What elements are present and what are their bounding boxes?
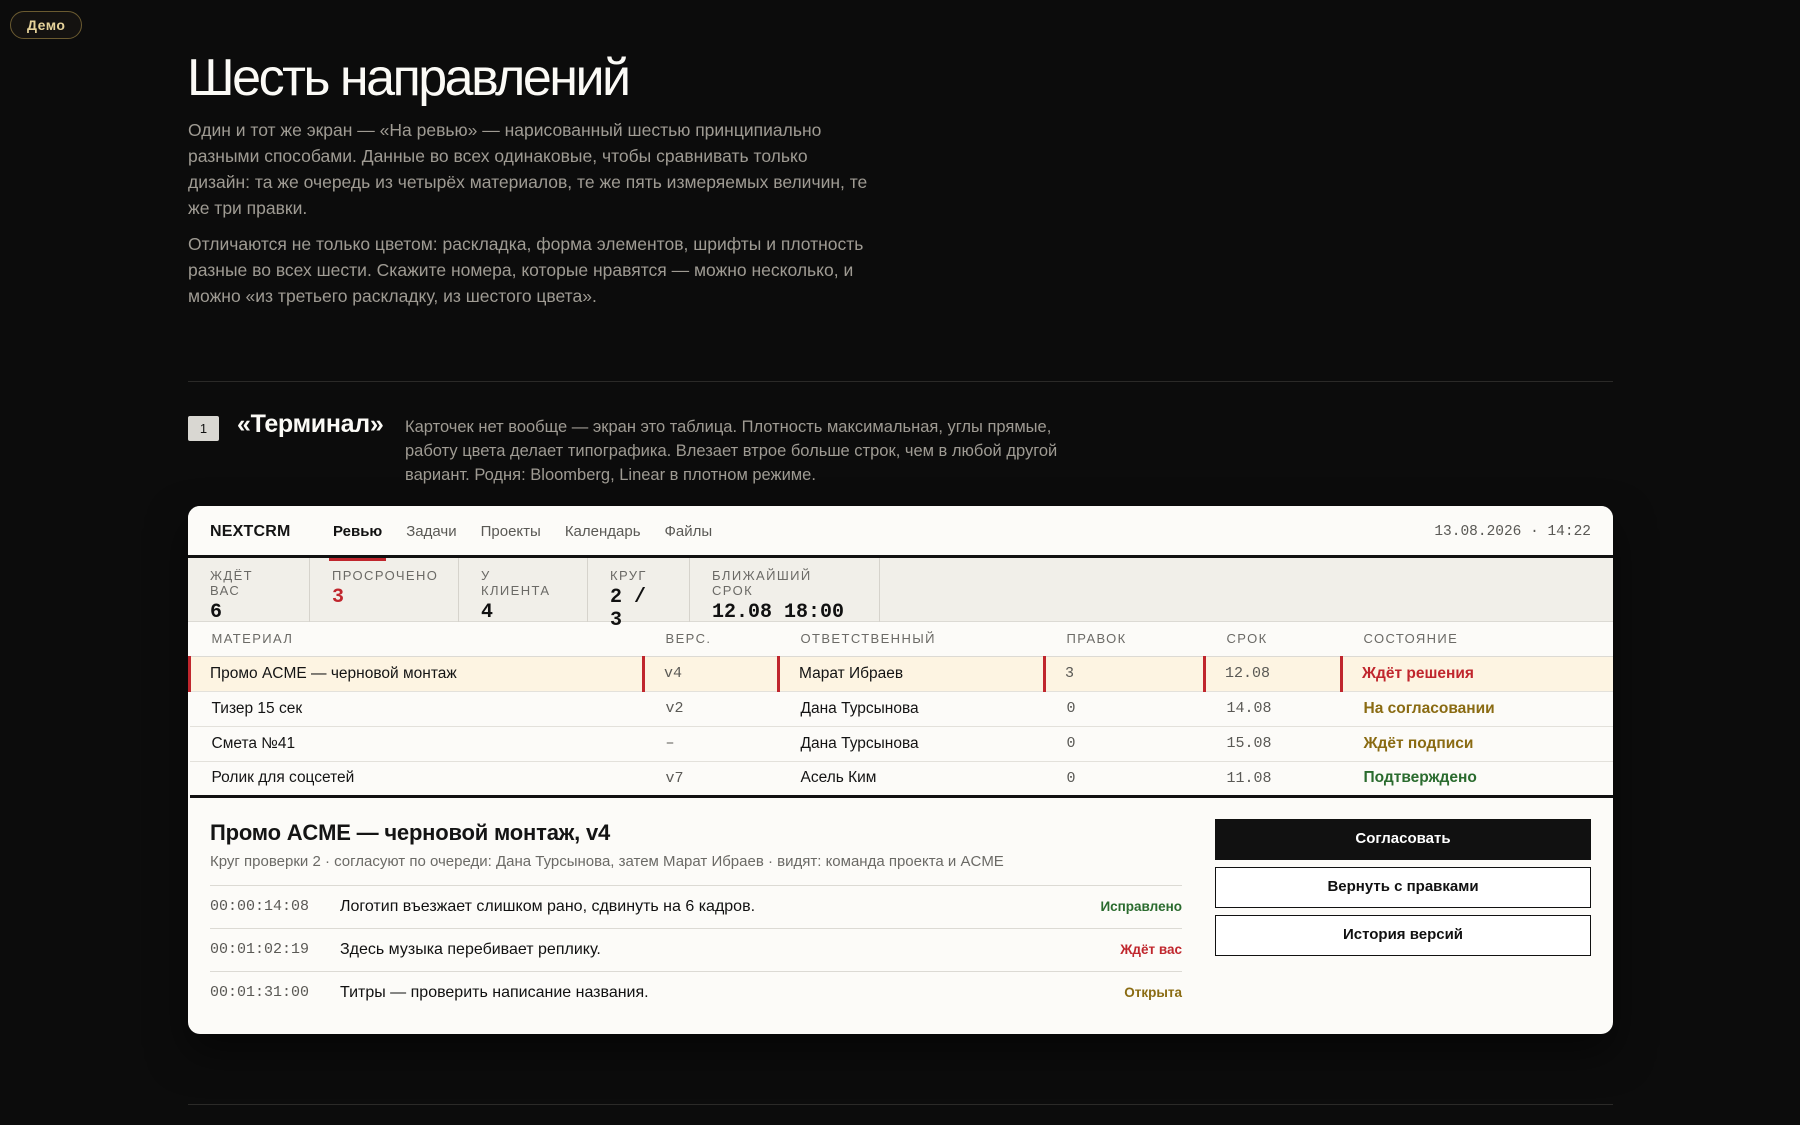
- list-item[interactable]: [210, 885, 1182, 928]
- cell-owner: Дана Турсынова: [779, 691, 1045, 726]
- column-header[interactable]: МАТЕРИАЛ: [190, 622, 644, 656]
- demo-badge[interactable]: Демо: [10, 11, 82, 39]
- approve-button[interactable]: Согласовать: [1215, 819, 1591, 860]
- edit-text: Здесь музыка перебивает реплику.: [340, 940, 601, 958]
- stat-at-client[interactable]: [459, 558, 588, 622]
- edits-list: [210, 885, 1182, 1014]
- cell-status: На согласовании: [1342, 691, 1614, 726]
- detail-panel: [188, 798, 1613, 1035]
- return-with-edits-button[interactable]: Вернуть с правками: [1215, 867, 1591, 908]
- stat-round[interactable]: [588, 558, 690, 632]
- edit-text: Логотип въезжает слишком рано, сдвинуть на 6 кадров.: [340, 897, 756, 915]
- list-item[interactable]: [210, 971, 1182, 1014]
- page-title: Шесть направлений: [187, 49, 629, 107]
- cell-version: v7: [644, 761, 779, 796]
- cell-edits: 0: [1045, 726, 1205, 761]
- tab-review[interactable]: Ревью: [321, 506, 394, 558]
- cell-edits: 0: [1045, 761, 1205, 796]
- app-topbar: [188, 506, 1613, 558]
- table-row[interactable]: [190, 726, 1614, 761]
- cell-version: –: [644, 726, 779, 761]
- datetime: 13.08.2026 · 14:22: [1434, 524, 1591, 540]
- stat-value: 3: [332, 586, 345, 609]
- stat-label: У КЛИЕНТА: [481, 568, 551, 598]
- tab-projects[interactable]: Проекты: [480, 523, 541, 540]
- stat-overdue[interactable]: [310, 558, 459, 622]
- edit-timecode[interactable]: 00:01:31:00: [210, 984, 310, 1001]
- cell-status: Подтверждено: [1342, 761, 1614, 796]
- stats-bar: [188, 558, 1613, 632]
- table-header-row: [190, 622, 1614, 656]
- cell-material: Смета №41: [190, 726, 644, 761]
- cell-deadline: 15.08: [1205, 726, 1342, 761]
- brand-logo[interactable]: NEXTCRM: [210, 523, 291, 540]
- divider: [188, 381, 1613, 382]
- cell-material: Промо ACME — черновой монтаж: [190, 656, 644, 691]
- stat-label: ПРОСРОЧЕНО: [332, 568, 439, 583]
- stat-label: КРУГ: [610, 568, 647, 583]
- section-description: Карточек нет вообще — экран это таблица. Плотность максимальная, углы прямые, работу цвета делает типографика. Влезает втрое больше строк, чем в любой другой вариант. Родня: Bloomberg, Linear в плотном режиме.: [405, 418, 1058, 484]
- cell-owner: Асель Ким: [779, 761, 1045, 796]
- stat-value: 6: [210, 601, 223, 624]
- cell-owner: Дана Турсынова: [779, 726, 1045, 761]
- review-table: [188, 622, 1613, 798]
- cell-status: Ждёт подписи: [1342, 726, 1614, 761]
- intro-text: [188, 117, 868, 309]
- action-buttons: [1215, 819, 1591, 963]
- cell-edits: 0: [1045, 691, 1205, 726]
- edit-status: Ждёт вас: [1120, 942, 1182, 957]
- table-row[interactable]: [190, 691, 1614, 726]
- column-header[interactable]: СРОК: [1205, 622, 1342, 656]
- stat-label: ЖДЁТ ВАС: [210, 568, 254, 598]
- cell-edits: 3: [1045, 656, 1205, 691]
- table-row[interactable]: [190, 656, 1614, 691]
- cell-deadline: 11.08: [1205, 761, 1342, 796]
- stat-nearest-deadline[interactable]: [690, 558, 880, 622]
- edit-timecode[interactable]: 00:01:02:19: [210, 941, 310, 958]
- column-header[interactable]: ОТВЕТСТВЕННЫЙ: [779, 622, 1045, 656]
- version-history-button[interactable]: История версий: [1215, 915, 1591, 956]
- column-header[interactable]: ПРАВОК: [1045, 622, 1205, 656]
- edit-text: Титры — проверить написание названия.: [340, 983, 649, 1001]
- stat-label: БЛИЖАЙШИЙ СРОК: [712, 568, 812, 598]
- divider: [188, 1104, 1613, 1105]
- main-nav: [321, 506, 724, 558]
- edit-status: Исправлено: [1100, 899, 1182, 914]
- table-row[interactable]: [190, 761, 1614, 796]
- stat-waiting[interactable]: [188, 558, 310, 622]
- tab-calendar[interactable]: Календарь: [564, 523, 641, 540]
- column-header[interactable]: ВЕРС.: [644, 622, 779, 656]
- section-title: «Терминал»: [237, 410, 384, 438]
- cell-deadline: 14.08: [1205, 691, 1342, 726]
- cell-deadline: 12.08: [1205, 656, 1342, 691]
- cell-version: v4: [644, 656, 779, 691]
- cell-status: Ждёт решения: [1342, 656, 1614, 691]
- detail-subtitle: Круг проверки 2 · согласуют по очереди: Дана Турсынова, затем Марат Ибраев · видят: команда проекта и ACME: [210, 852, 1004, 870]
- edit-timecode[interactable]: 00:00:14:08: [210, 898, 310, 915]
- stat-value: 4: [481, 601, 494, 624]
- intro-paragraph: Один и тот же экран — «На ревью» — нарисованный шестью принципиально разными способами. Данные во всех одинаковые, чтобы сравнивать только дизайн: та же очередь из четырёх материалов, те же пять измеряемых величин, те же три правки.: [188, 120, 868, 218]
- column-header[interactable]: СОСТОЯНИЕ: [1342, 622, 1614, 656]
- tab-tasks[interactable]: Задачи: [406, 523, 457, 540]
- stat-value: 2 / 3: [610, 586, 647, 632]
- tab-files[interactable]: Файлы: [664, 523, 713, 540]
- cell-material: Тизер 15 сек: [190, 691, 644, 726]
- cell-version: v2: [644, 691, 779, 726]
- cell-material: Ролик для соцсетей: [190, 761, 644, 796]
- section-number: 1: [188, 416, 219, 441]
- cell-owner: Марат Ибраев: [779, 656, 1045, 691]
- intro-paragraph: Отличаются не только цветом: раскладка, форма элементов, шрифты и плотность разные во всех шести. Скажите номера, которые нравятся — можно несколько, и можно «из третьего раскладку, из шестого цвета».: [188, 234, 864, 306]
- terminal-preview: [188, 506, 1613, 1034]
- list-item[interactable]: [210, 928, 1182, 971]
- stat-value: 12.08 18:00: [712, 601, 845, 624]
- detail-title: Промо ACME — черновой монтаж, v4: [210, 819, 611, 845]
- edit-status: Открыта: [1124, 985, 1182, 1000]
